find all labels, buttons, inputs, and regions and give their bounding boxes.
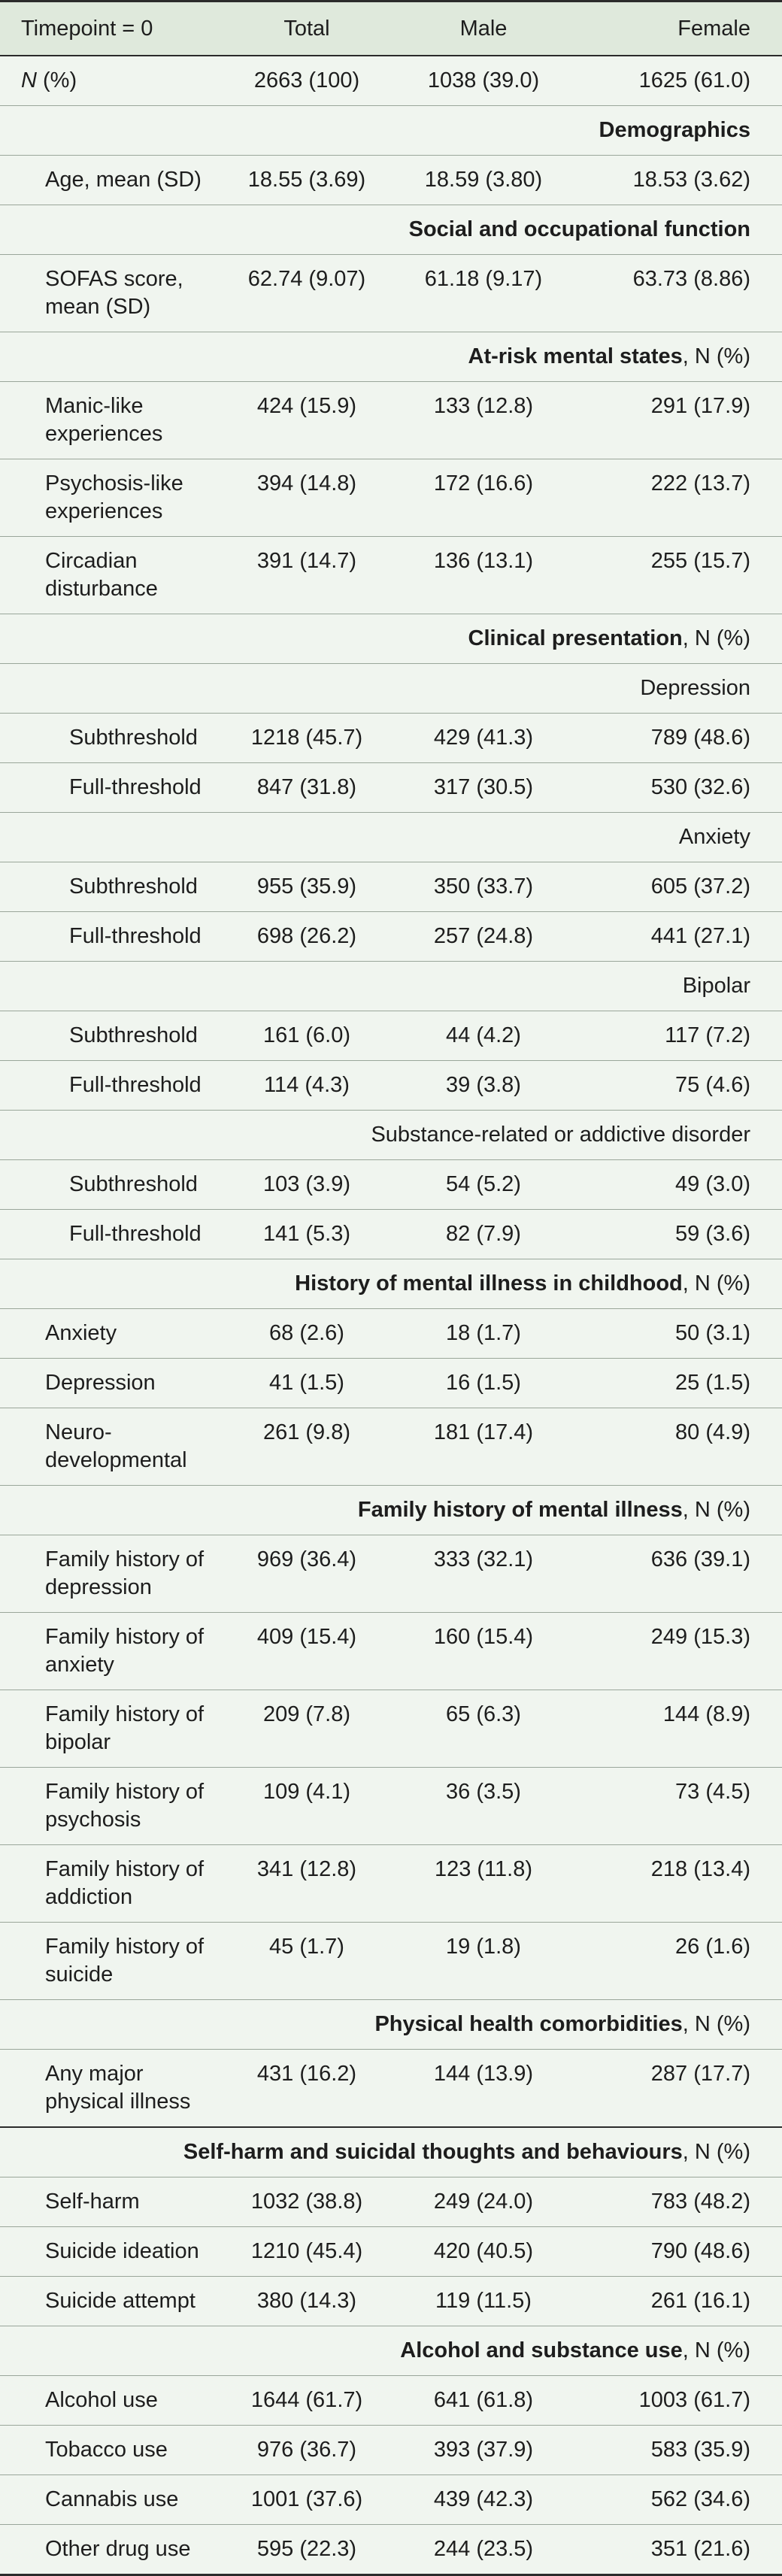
table-row — [0, 1210, 782, 1259]
section-row — [0, 1259, 782, 1309]
cell-female: 73 (4.5) — [579, 1768, 782, 1845]
cell-female: 59 (3.6) — [579, 1210, 782, 1259]
cell-female: 790 (48.6) — [579, 2227, 782, 2277]
table-row — [0, 1160, 782, 1210]
section-suffix: , N (%) — [682, 1271, 750, 1296]
cell-male: 82 (7.9) — [383, 1210, 579, 1259]
cell-male: 44 (4.2) — [383, 1011, 579, 1061]
cell-male: 18.59 (3.80) — [383, 156, 579, 205]
group-row — [0, 1111, 782, 1160]
table-body — [0, 56, 782, 2575]
cell-female: 783 (48.2) — [579, 2177, 782, 2227]
row-label: Subthreshold — [0, 1011, 226, 1061]
row-label: Self-harm — [0, 2177, 226, 2227]
cell-female: 562 (34.6) — [579, 2475, 782, 2525]
row-label: Neuro-developmental — [0, 1408, 226, 1486]
table-row — [0, 714, 782, 763]
cell-total: 141 (5.3) — [226, 1210, 383, 1259]
cell-male: 393 (37.9) — [383, 2426, 579, 2475]
cell-total: 431 (16.2) — [226, 2050, 383, 2128]
cell-female: 583 (35.9) — [579, 2426, 782, 2475]
cell-male: 257 (24.8) — [383, 912, 579, 962]
group-label: Depression — [0, 664, 782, 714]
cell-male: 119 (11.5) — [383, 2277, 579, 2326]
section-title: Family history of mental illness — [357, 1498, 683, 1522]
section-heading — [0, 614, 782, 664]
cell-total: 391 (14.7) — [226, 537, 383, 614]
group-row — [0, 813, 782, 862]
cell-total: 1644 (61.7) — [226, 2376, 383, 2426]
cell-total: 114 (4.3) — [226, 1061, 383, 1111]
cell-total: 341 (12.8) — [226, 1845, 383, 1923]
section-heading — [0, 2326, 782, 2376]
table-row — [0, 2475, 782, 2525]
cell-female: 1003 (61.7) — [579, 2376, 782, 2426]
cell-total: 380 (14.3) — [226, 2277, 383, 2326]
cell-female: 789 (48.6) — [579, 714, 782, 763]
cell-male: 420 (40.5) — [383, 2227, 579, 2277]
header-total: Total — [283, 16, 330, 41]
cell-male: 350 (33.7) — [383, 862, 579, 912]
row-label: Age, mean (SD) — [0, 156, 226, 205]
section-row — [0, 205, 782, 255]
table-row — [0, 1613, 782, 1690]
row-label: Subthreshold — [0, 714, 226, 763]
cell-female: 530 (32.6) — [579, 763, 782, 813]
table-row — [0, 1408, 782, 1486]
cell-male: 65 (6.3) — [383, 1690, 579, 1768]
table-row — [0, 912, 782, 962]
table-row — [0, 2050, 782, 2128]
row-label: Manic-like experiences — [0, 382, 226, 459]
row-label: Full-threshold — [0, 763, 226, 813]
row-label — [0, 56, 226, 106]
cell-male: 641 (61.8) — [383, 2376, 579, 2426]
cell-total: 62.74 (9.07) — [226, 255, 383, 332]
cell-male: 333 (32.1) — [383, 1535, 579, 1613]
row-label: Other drug use — [0, 2525, 226, 2575]
table-row — [0, 537, 782, 614]
cell-female: 636 (39.1) — [579, 1535, 782, 1613]
cell-female: 1625 (61.0) — [579, 56, 782, 106]
group-label: Substance-related or addictive disorder — [0, 1111, 782, 1160]
table-row — [0, 2177, 782, 2227]
cell-female: 261 (16.1) — [579, 2277, 782, 2326]
cell-female: 222 (13.7) — [579, 459, 782, 537]
section-row — [0, 106, 782, 156]
cell-total: 1001 (37.6) — [226, 2475, 383, 2525]
table-row — [0, 382, 782, 459]
section-suffix: , N (%) — [682, 344, 750, 368]
row-label: Any major physical illness — [0, 2050, 226, 2128]
row-label-italic: N — [21, 68, 37, 92]
cell-male: 123 (11.8) — [383, 1845, 579, 1923]
cell-female: 117 (7.2) — [579, 1011, 782, 1061]
cell-total: 1210 (45.4) — [226, 2227, 383, 2277]
cell-total: 45 (1.7) — [226, 1923, 383, 2000]
section-heading — [0, 106, 782, 156]
cell-male: 317 (30.5) — [383, 763, 579, 813]
section-suffix: , N (%) — [682, 626, 750, 650]
group-row — [0, 664, 782, 714]
cell-female: 26 (1.6) — [579, 1923, 782, 2000]
cell-female: 63.73 (8.86) — [579, 255, 782, 332]
table-header — [0, 2, 782, 56]
cell-total: 847 (31.8) — [226, 763, 383, 813]
cell-total: 103 (3.9) — [226, 1160, 383, 1210]
cell-male: 54 (5.2) — [383, 1160, 579, 1210]
header-male: Male — [459, 16, 508, 41]
row-label: Tobacco use — [0, 2426, 226, 2475]
table-row — [0, 156, 782, 205]
section-title: Physical health comorbidities — [374, 2012, 683, 2036]
row-label: Full-threshold — [0, 1061, 226, 1111]
row-label: Suicide attempt — [0, 2277, 226, 2326]
section-suffix: , N (%) — [682, 2140, 750, 2164]
row-label: Subthreshold — [0, 1160, 226, 1210]
cell-total: 109 (4.1) — [226, 1768, 383, 1845]
cell-male: 19 (1.8) — [383, 1923, 579, 2000]
section-row — [0, 1486, 782, 1535]
section-heading — [0, 1259, 782, 1309]
table-row — [0, 2376, 782, 2426]
cell-female: 351 (21.6) — [579, 2525, 782, 2575]
cell-total: 976 (36.7) — [226, 2426, 383, 2475]
table-row — [0, 459, 782, 537]
section-heading — [0, 1486, 782, 1535]
cell-male: 61.18 (9.17) — [383, 255, 579, 332]
row-label: Subthreshold — [0, 862, 226, 912]
section-title: Demographics — [599, 118, 750, 142]
table-row — [0, 2227, 782, 2277]
row-label: Family history of bipolar — [0, 1690, 226, 1768]
row-label: Cannabis use — [0, 2475, 226, 2525]
cell-male: 18 (1.7) — [383, 1309, 579, 1359]
row-label: Full-threshold — [0, 912, 226, 962]
group-label: Bipolar — [0, 962, 782, 1011]
table-row — [0, 1845, 782, 1923]
cell-female: 50 (3.1) — [579, 1309, 782, 1359]
section-title: Clinical presentation — [468, 626, 683, 650]
section-heading — [0, 2127, 782, 2177]
table-row — [0, 862, 782, 912]
section-row — [0, 2127, 782, 2177]
section-suffix: , N (%) — [682, 2338, 750, 2362]
cell-male: 439 (42.3) — [383, 2475, 579, 2525]
table-row — [0, 763, 782, 813]
section-heading — [0, 2000, 782, 2050]
header-female: Female — [677, 16, 750, 41]
cell-male: 249 (24.0) — [383, 2177, 579, 2227]
cell-total: 18.55 (3.69) — [226, 156, 383, 205]
section-title: Self-harm and suicidal thoughts and behaviours — [183, 2140, 683, 2164]
table-row — [0, 2426, 782, 2475]
table-row — [0, 2525, 782, 2575]
cell-male: 136 (13.1) — [383, 537, 579, 614]
cell-female: 18.53 (3.62) — [579, 156, 782, 205]
row-label: SOFAS score, mean (SD) — [0, 255, 226, 332]
row-label: Suicide ideation — [0, 2227, 226, 2277]
cell-total: 595 (22.3) — [226, 2525, 383, 2575]
cell-female: 218 (13.4) — [579, 1845, 782, 1923]
cell-total: 161 (6.0) — [226, 1011, 383, 1061]
cell-total: 209 (7.8) — [226, 1690, 383, 1768]
cell-total: 424 (15.9) — [226, 382, 383, 459]
cell-male: 133 (12.8) — [383, 382, 579, 459]
cell-male: 1038 (39.0) — [383, 56, 579, 106]
section-suffix: , N (%) — [682, 2012, 750, 2036]
row-label: Circadian disturbance — [0, 537, 226, 614]
cell-female: 249 (15.3) — [579, 1613, 782, 1690]
cell-female: 25 (1.5) — [579, 1359, 782, 1408]
cell-male: 244 (23.5) — [383, 2525, 579, 2575]
table-row — [0, 1768, 782, 1845]
cell-female: 441 (27.1) — [579, 912, 782, 962]
section-row — [0, 614, 782, 664]
cell-male: 39 (3.8) — [383, 1061, 579, 1111]
row-label: Family history of suicide — [0, 1923, 226, 2000]
cell-female: 49 (3.0) — [579, 1160, 782, 1210]
section-row — [0, 332, 782, 382]
cell-total: 68 (2.6) — [226, 1309, 383, 1359]
table-row — [0, 1535, 782, 1613]
section-title: Alcohol and substance use — [400, 2338, 683, 2362]
table-row — [0, 1923, 782, 2000]
row-label: Family history of depression — [0, 1535, 226, 1613]
cell-female: 80 (4.9) — [579, 1408, 782, 1486]
cell-total: 2663 (100) — [226, 56, 383, 106]
group-label: Anxiety — [0, 813, 782, 862]
section-title: Social and occupational function — [408, 217, 750, 241]
table-row — [0, 255, 782, 332]
cell-male: 181 (17.4) — [383, 1408, 579, 1486]
cell-female: 144 (8.9) — [579, 1690, 782, 1768]
section-row — [0, 2000, 782, 2050]
cell-male: 16 (1.5) — [383, 1359, 579, 1408]
cell-male: 160 (15.4) — [383, 1613, 579, 1690]
cell-total: 969 (36.4) — [226, 1535, 383, 1613]
row-label: Depression — [0, 1359, 226, 1408]
cell-total: 41 (1.5) — [226, 1359, 383, 1408]
section-title: At-risk mental states — [468, 344, 683, 368]
table-row — [0, 1309, 782, 1359]
table-row — [0, 1690, 782, 1768]
table-row — [0, 2277, 782, 2326]
group-row — [0, 962, 782, 1011]
table-row — [0, 1359, 782, 1408]
row-label: Family history of addiction — [0, 1845, 226, 1923]
cell-female: 287 (17.7) — [579, 2050, 782, 2128]
row-label: Psychosis-like experiences — [0, 459, 226, 537]
row-label: Family history of psychosis — [0, 1768, 226, 1845]
table-row — [0, 56, 782, 106]
row-label: Anxiety — [0, 1309, 226, 1359]
cell-female: 291 (17.9) — [579, 382, 782, 459]
header-timepoint: Timepoint = 0 — [21, 16, 153, 41]
row-label: Full-threshold — [0, 1210, 226, 1259]
cell-female: 255 (15.7) — [579, 537, 782, 614]
cell-total: 261 (9.8) — [226, 1408, 383, 1486]
header-row — [0, 2, 782, 56]
row-label: Alcohol use — [0, 2376, 226, 2426]
section-title: History of mental illness in childhood — [295, 1271, 683, 1296]
table-row — [0, 1061, 782, 1111]
table-row — [0, 1011, 782, 1061]
cell-total: 698 (26.2) — [226, 912, 383, 962]
cell-total: 1218 (45.7) — [226, 714, 383, 763]
cell-total: 394 (14.8) — [226, 459, 383, 537]
row-label: Family history of anxiety — [0, 1613, 226, 1690]
section-heading — [0, 205, 782, 255]
section-row — [0, 2326, 782, 2376]
cell-male: 36 (3.5) — [383, 1768, 579, 1845]
cell-female: 605 (37.2) — [579, 862, 782, 912]
cell-female: 75 (4.6) — [579, 1061, 782, 1111]
cell-total: 1032 (38.8) — [226, 2177, 383, 2227]
cell-total: 955 (35.9) — [226, 862, 383, 912]
cell-male: 429 (41.3) — [383, 714, 579, 763]
cell-total: 409 (15.4) — [226, 1613, 383, 1690]
section-heading — [0, 332, 782, 382]
cell-male: 172 (16.6) — [383, 459, 579, 537]
section-suffix: , N (%) — [682, 1498, 750, 1522]
row-label-text: (%) — [36, 68, 77, 92]
cell-male: 144 (13.9) — [383, 2050, 579, 2128]
